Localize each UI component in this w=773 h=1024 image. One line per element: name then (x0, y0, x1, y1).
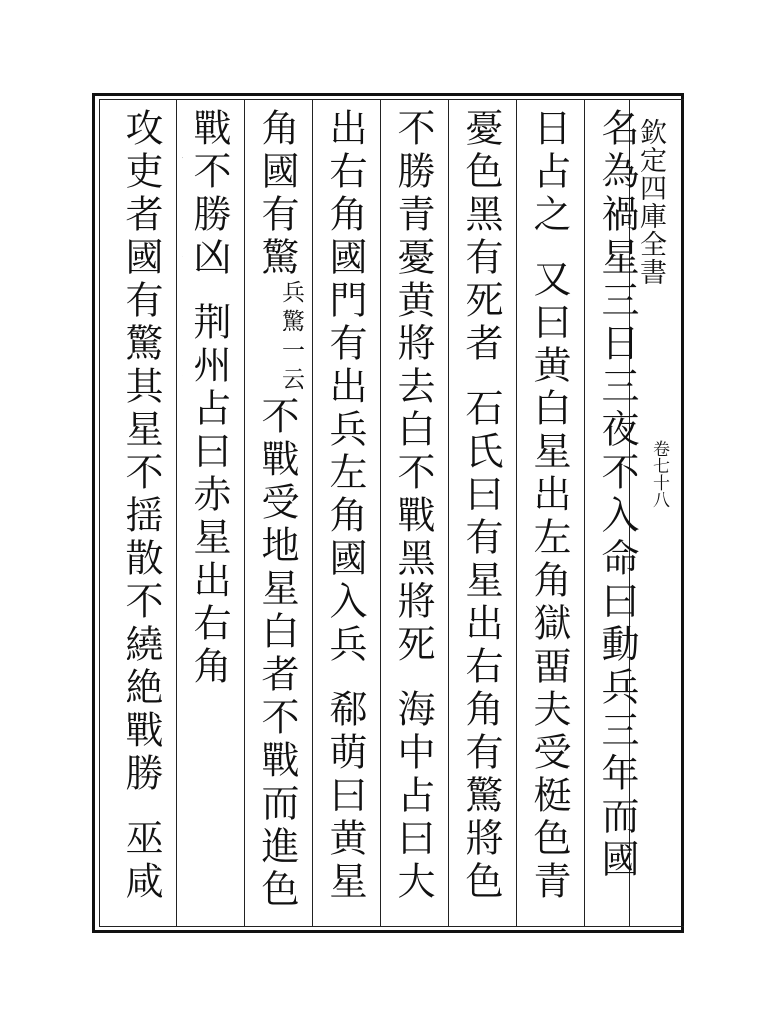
book-title: 欽定四庫全書 (635, 118, 666, 286)
column-rule (380, 100, 381, 926)
column-rule (244, 100, 245, 926)
column-rule (312, 100, 313, 926)
text-column-8 (114, 108, 168, 918)
column-text-continued: 巫咸 (119, 818, 163, 904)
volume-label: 卷七十八 (649, 440, 669, 508)
text-column-3 (454, 108, 508, 918)
note-line-right: 一云 (278, 338, 304, 396)
column-text: 日占之 (527, 108, 571, 237)
column-rule (448, 100, 449, 926)
column-text-continued: 又曰黄白星出左角獄畱夫受梃色青 (527, 259, 571, 904)
text-column-6 (250, 108, 304, 918)
column-text: 出右角國門有出兵左角國入兵 (323, 108, 367, 667)
text-column-1 (590, 108, 644, 918)
text-column-2 (522, 108, 576, 918)
column-text-continued: 海中占曰大 (391, 689, 435, 904)
text-column-5 (318, 108, 372, 918)
column-text: 攻吏者國有驚其星不揺散不繞絶戰勝 (119, 108, 163, 796)
text-column-7 (182, 108, 236, 918)
column-text: 憂色黑有死者 (459, 108, 503, 366)
column-rule (584, 100, 585, 926)
column-text-continued: 荆州占曰赤星出右角 (187, 302, 231, 689)
column-text: 名為禍星三日三夜不入命曰動兵三年而國 (595, 108, 639, 882)
interlinear-note (277, 280, 304, 396)
column-text-continued: 不戰受地星白者不戰而進色 (255, 396, 299, 912)
column-rule (176, 100, 177, 926)
column-text: 戰不勝凶 (187, 108, 231, 280)
note-line-left: 兵驚 (278, 280, 304, 338)
column-text-continued: 郗萌曰黄星 (323, 689, 367, 904)
column-text: 不勝青憂黄將去白不戰黑將死 (391, 108, 435, 667)
column-text: 角國有驚 (255, 108, 299, 280)
column-text-continued: 石氏曰有星出右角有驚將色 (459, 388, 503, 904)
text-column-4 (386, 108, 440, 918)
column-rule (516, 100, 517, 926)
